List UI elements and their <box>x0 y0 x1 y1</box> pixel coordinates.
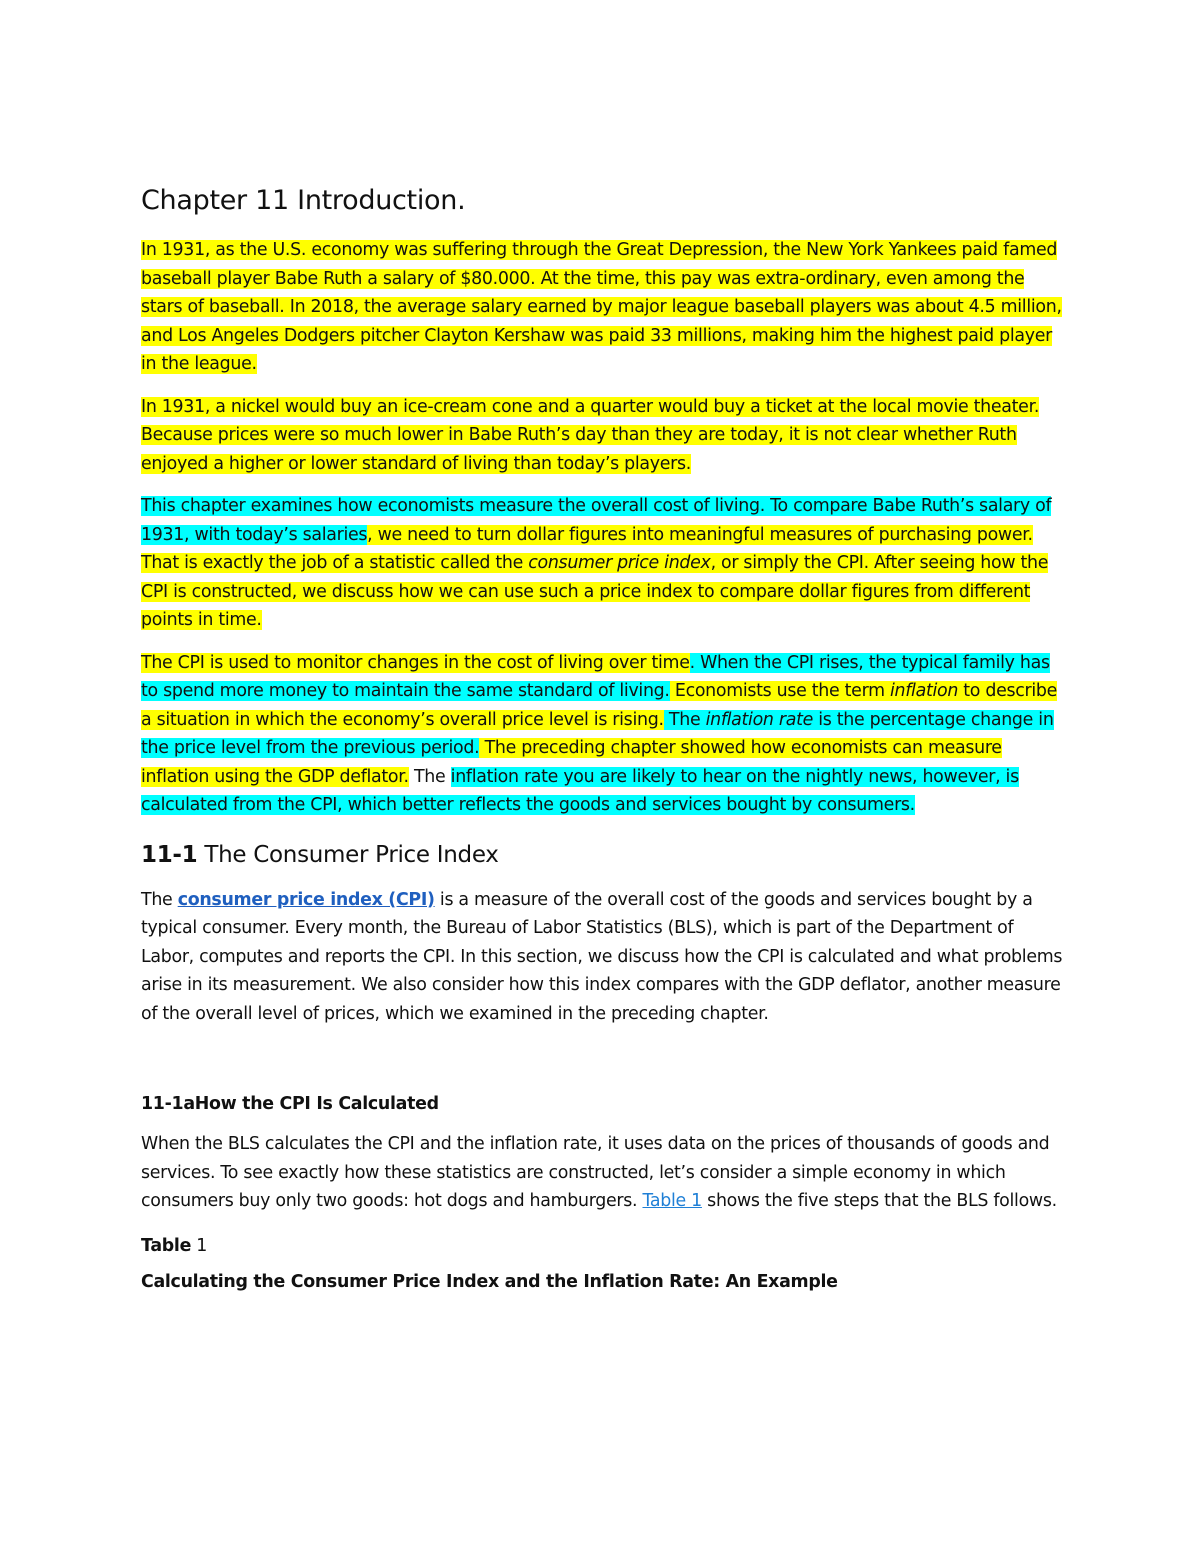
plain-text: When the BLS calculates the CPI and the inflation rate, it uses data on the prices of thousands of goods and services. To see exactly how these statistics are constructed, let’s consider a simple economy in which consumers buy only two goods: hot dogs and hamburgers. <box>141 1134 1050 1211</box>
highlight-cyan: This chapter examines how economists measure the overall cost of living. To compare Babe Ruth’s salary of 1931, with today’s salaries <box>141 496 1052 545</box>
highlight-yellow: In 2018, the average salary earned by major league baseball players was about 4.5 million, and Los Angeles Dodgers pitcher Clayton Kershaw was paid 33 millions, making him the highest paid player in the league. <box>141 297 1062 374</box>
highlight-cyan: . When the CPI rises, the typical family has to spend more money to maintain the same standard of living. <box>141 652 1050 701</box>
highlight-yellow: is exactly the job of a statistic called the <box>178 553 529 573</box>
table-label-word: Table <box>141 1235 192 1256</box>
section-number: 11-1 <box>141 841 198 868</box>
table-title: Calculating the Consumer Price Index and the Inflation Rate: An Example <box>141 1271 838 1292</box>
paragraph-1 <box>141 236 1066 379</box>
section-title: The Consumer Price Index <box>197 841 499 868</box>
cpi-definition-link[interactable]: consumer price index (CPI) <box>177 889 435 910</box>
highlight-yellow: , or simply the CPI. After seeing how the CPI is constructed, we discuss how we can use such a price index to compare dollar figures from different points in time. <box>141 553 1049 630</box>
highlight-cyan: inflation rate you are likely to hear on the nightly news, however, is calculated from the CPI, which better reflects the goods and services bought by consumers. <box>141 766 1019 815</box>
plain-text: The <box>141 889 178 910</box>
document-page <box>141 185 1066 1292</box>
section-heading <box>141 842 1066 868</box>
highlight-yellow: In 1931, as the U.S. economy was suffering through the Great Depression, the New York Yankees paid famed baseball player Babe Ruth a salary of $80.000. At the time, this pay was extra-ordinary, even among the stars of baseball. <box>141 240 1058 317</box>
table-1-link[interactable]: Table 1 <box>642 1191 702 1211</box>
highlight-yellow: , we need to turn dollar figures into meaningful measures of purchasing power. That <box>141 524 1033 573</box>
italic-term: inflation <box>889 681 959 701</box>
chapter-title: Chapter 11 Introduction. <box>141 185 466 216</box>
table-label-number: 1 <box>191 1235 208 1256</box>
highlight-cyan: is the percentage change in the price level from the previous period. <box>141 709 1054 758</box>
table-label <box>141 1236 1066 1256</box>
paragraph-2 <box>141 393 1066 479</box>
highlight-yellow: The preceding chapter showed how economists can measure inflation using the GDP deflator. <box>141 738 1002 787</box>
plain-text: shows the five steps that the BLS follows. <box>701 1191 1057 1211</box>
highlight-yellow: to describe a situation in which the economy’s overall price level is rising. <box>141 681 1058 730</box>
paragraph-3 <box>141 492 1066 635</box>
paragraph-5 <box>141 886 1066 1029</box>
paragraph-6 <box>141 1130 1066 1216</box>
italic-term: consumer price index <box>528 553 711 573</box>
subsection-heading: 11-1aHow the CPI Is Calculated <box>141 1094 439 1114</box>
highlight-cyan: The <box>663 709 706 730</box>
paragraph-4 <box>141 649 1066 820</box>
plain-text: is a measure of the overall cost of the goods and services bought by a typical consumer. Every month, the Bureau of Labor Statistics (BLS), which is part of the Department of Labor, computes and reports the CPI. In this section, we discuss how the CPI is calculated and what problems arise in its measurement. We also consider how this index compares with the GDP deflator, another measure of the overall level of prices, which we examined in the preceding chapter. <box>141 889 1063 1024</box>
plain-text: The <box>408 766 451 787</box>
highlight-yellow: In 1931, a nickel would buy an ice-cream cone and a quarter would buy a ticket at the local movie theater. Because prices were so much lower in Babe Ruth’s day than they are today, it is not clear whether Ruth enjoyed a higher or lower standard of living than today’s players. <box>141 396 1040 474</box>
italic-term: inflation rate <box>705 709 814 730</box>
highlight-yellow: The CPI is used to monitor changes in the cost of living over time <box>141 652 690 673</box>
highlight-yellow: Economists use the term <box>669 681 890 701</box>
